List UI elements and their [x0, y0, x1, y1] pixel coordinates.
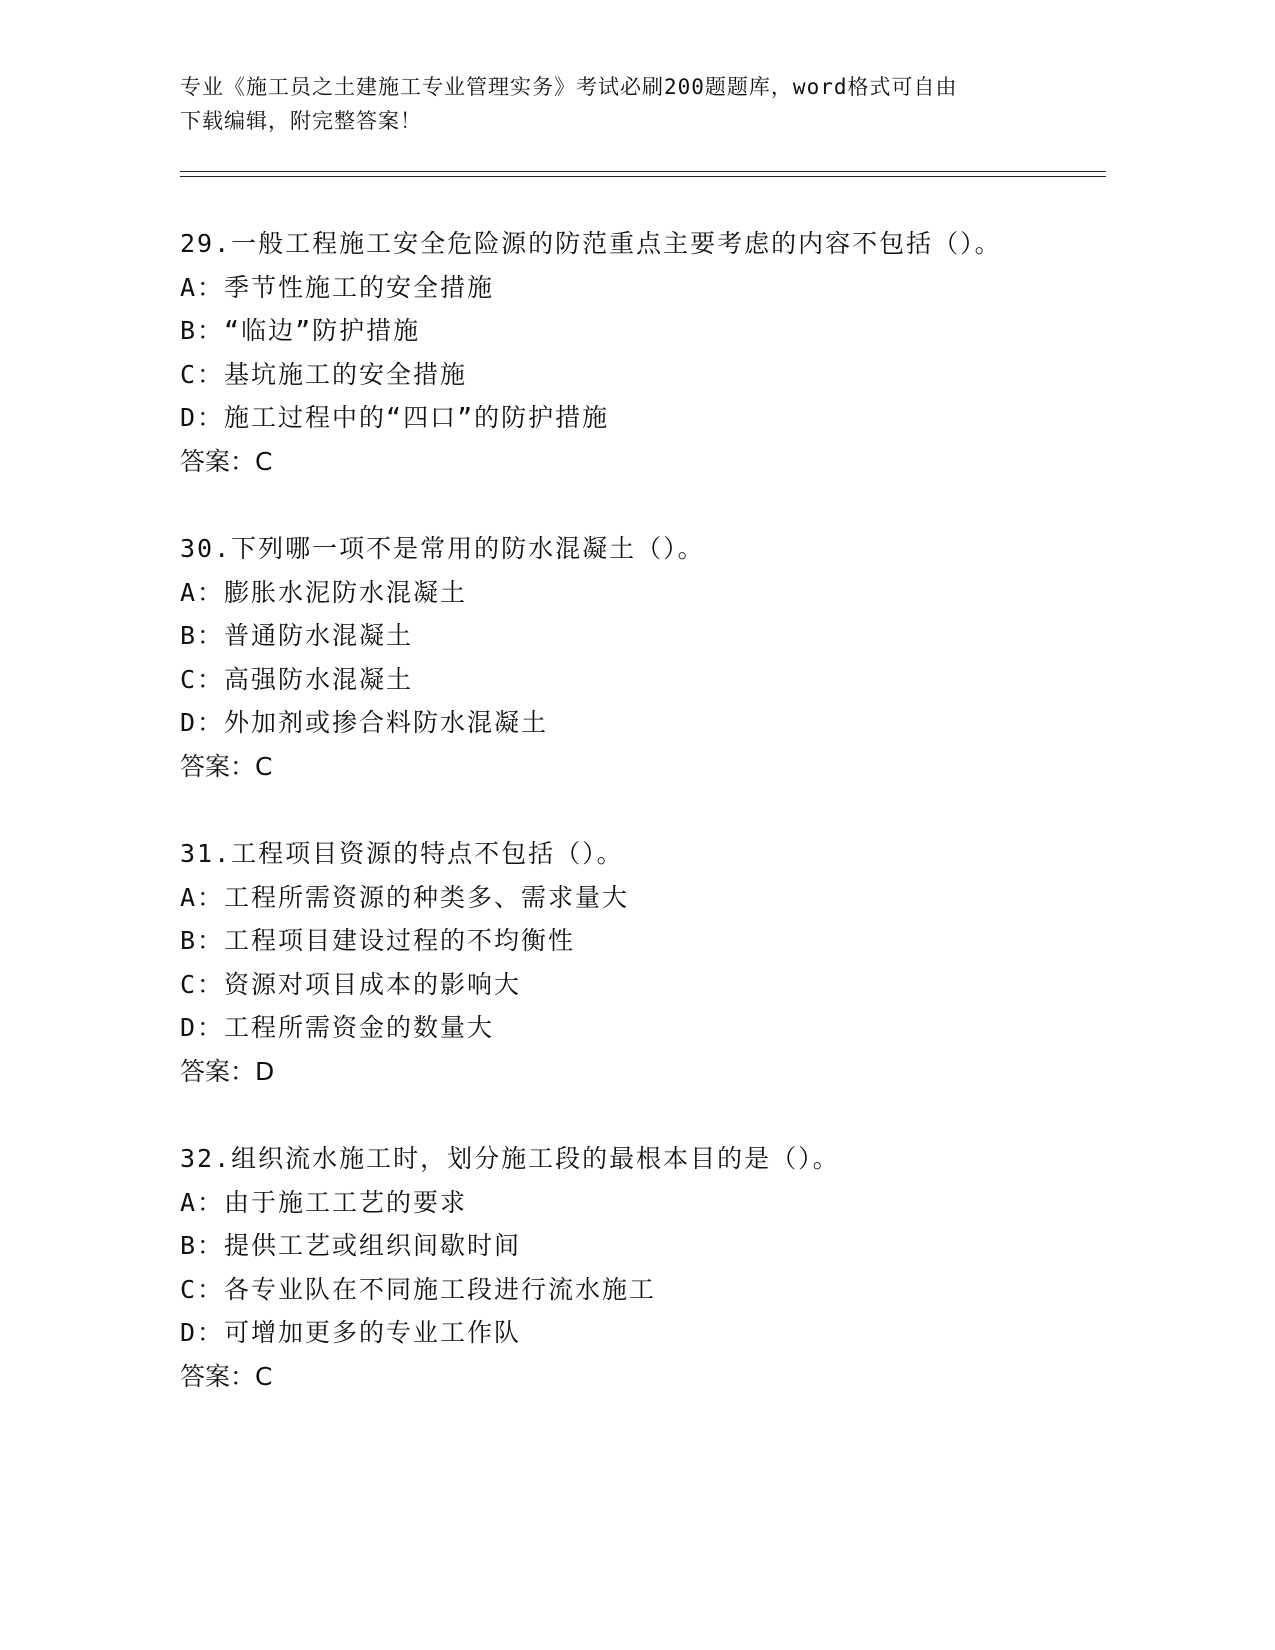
question-stem: 29.一般工程施工安全危险源的防范重点主要考虑的内容不包括（）。 — [180, 229, 1002, 258]
answer: 答案：D — [180, 1056, 275, 1086]
option-b: B：普通防水混凝土 — [180, 621, 414, 650]
option-c: C：高强防水混凝土 — [180, 664, 414, 694]
question-29 — [180, 222, 1100, 527]
question-stem: 32.组织流水施工时，划分施工段的最根本目的是（）。 — [180, 1144, 840, 1173]
header-line-2: 下载编辑，附完整答案！ — [180, 109, 422, 133]
option-b: B：提供工艺或组织间歇时间 — [180, 1231, 522, 1260]
option-c: C：基坑施工的安全措施 — [180, 359, 468, 389]
option-d: D：施工过程中的“四口”的防护措施 — [180, 403, 610, 432]
option-a: A：工程所需资源的种类多、需求量大 — [180, 882, 630, 912]
question-stem: 30.下列哪一项不是常用的防水混凝土（）。 — [180, 534, 705, 563]
question-32 — [180, 1137, 1100, 1442]
option-a: A：膨胀水泥防水混凝土 — [180, 577, 468, 607]
answer: 答案：C — [180, 1361, 273, 1391]
option-b: B：“临边”防护措施 — [180, 316, 421, 345]
header-line-1: 专业《施工员之土建施工专业管理实务》考试必刷200题题库，word格式可自由 — [180, 75, 958, 99]
header-divider-bottom — [180, 176, 1106, 177]
option-b: B：工程项目建设过程的不均衡性 — [180, 926, 576, 955]
header-divider-top — [180, 171, 1106, 172]
option-a: A：季节性施工的安全措施 — [180, 272, 495, 302]
question-31 — [180, 832, 1100, 1137]
answer: 答案：C — [180, 751, 273, 781]
question-list — [180, 222, 1100, 1442]
question-stem: 31.工程项目资源的特点不包括（）。 — [180, 839, 624, 868]
option-c: C：资源对项目成本的影响大 — [180, 969, 522, 999]
option-c: C：各专业队在不同施工段进行流水施工 — [180, 1274, 657, 1304]
option-d: D：工程所需资金的数量大 — [180, 1013, 495, 1042]
question-30 — [180, 527, 1100, 832]
document-header — [180, 70, 1080, 138]
option-d: D：外加剂或掺合料防水混凝土 — [180, 708, 549, 737]
option-a: A：由于施工工艺的要求 — [180, 1187, 468, 1217]
answer: 答案：C — [180, 446, 273, 476]
option-d: D：可增加更多的专业工作队 — [180, 1318, 522, 1347]
